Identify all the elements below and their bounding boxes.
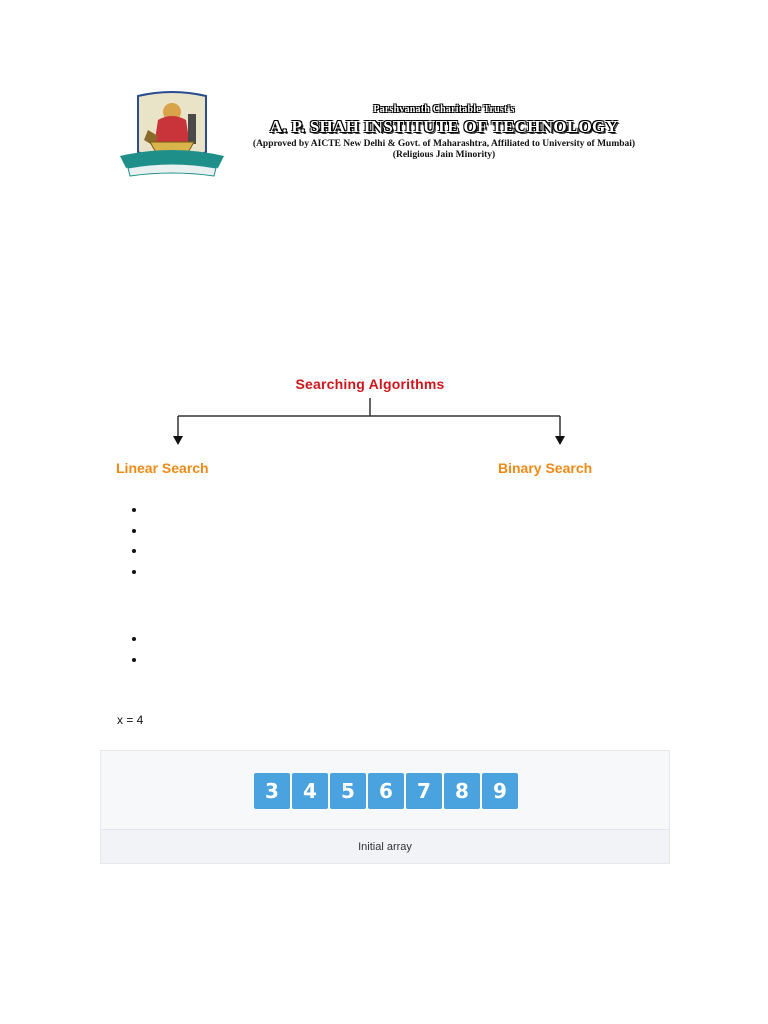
searching-algorithms-diagram bbox=[110, 370, 640, 480]
institute-header bbox=[114, 90, 644, 182]
trust-name: Parshvanath Charitable Trust's bbox=[373, 104, 515, 115]
figure-caption-bar bbox=[101, 829, 669, 863]
search-target-text: x = 4 bbox=[117, 713, 144, 727]
minority-line: (Religious Jain Minority) bbox=[392, 150, 496, 160]
diagram-root-label: Searching Algorithms bbox=[295, 376, 445, 392]
linear-search-label: Linear Search bbox=[116, 460, 209, 476]
array-cell: 8 bbox=[444, 773, 480, 809]
binary-search-label: Binary Search bbox=[498, 460, 593, 476]
initial-array-figure bbox=[100, 750, 670, 864]
array-cells bbox=[254, 773, 520, 809]
institute-logo bbox=[114, 90, 230, 182]
institute-name: A. P. SHAH INSTITUTE OF TECHNOLOGY bbox=[269, 117, 619, 136]
array-cell: 5 bbox=[330, 773, 366, 809]
figure-caption: Initial array bbox=[358, 840, 412, 853]
array-cell: 4 bbox=[292, 773, 328, 809]
header-text bbox=[246, 104, 642, 160]
array-cell: 9 bbox=[482, 773, 518, 809]
approval-line: (Approved by AICTE New Delhi & Govt. of Maharashtra, Affiliated to University of Mumbai) bbox=[252, 139, 636, 149]
array-cell: 6 bbox=[368, 773, 404, 809]
array-cell: 7 bbox=[406, 773, 442, 809]
array-cell: 3 bbox=[254, 773, 290, 809]
